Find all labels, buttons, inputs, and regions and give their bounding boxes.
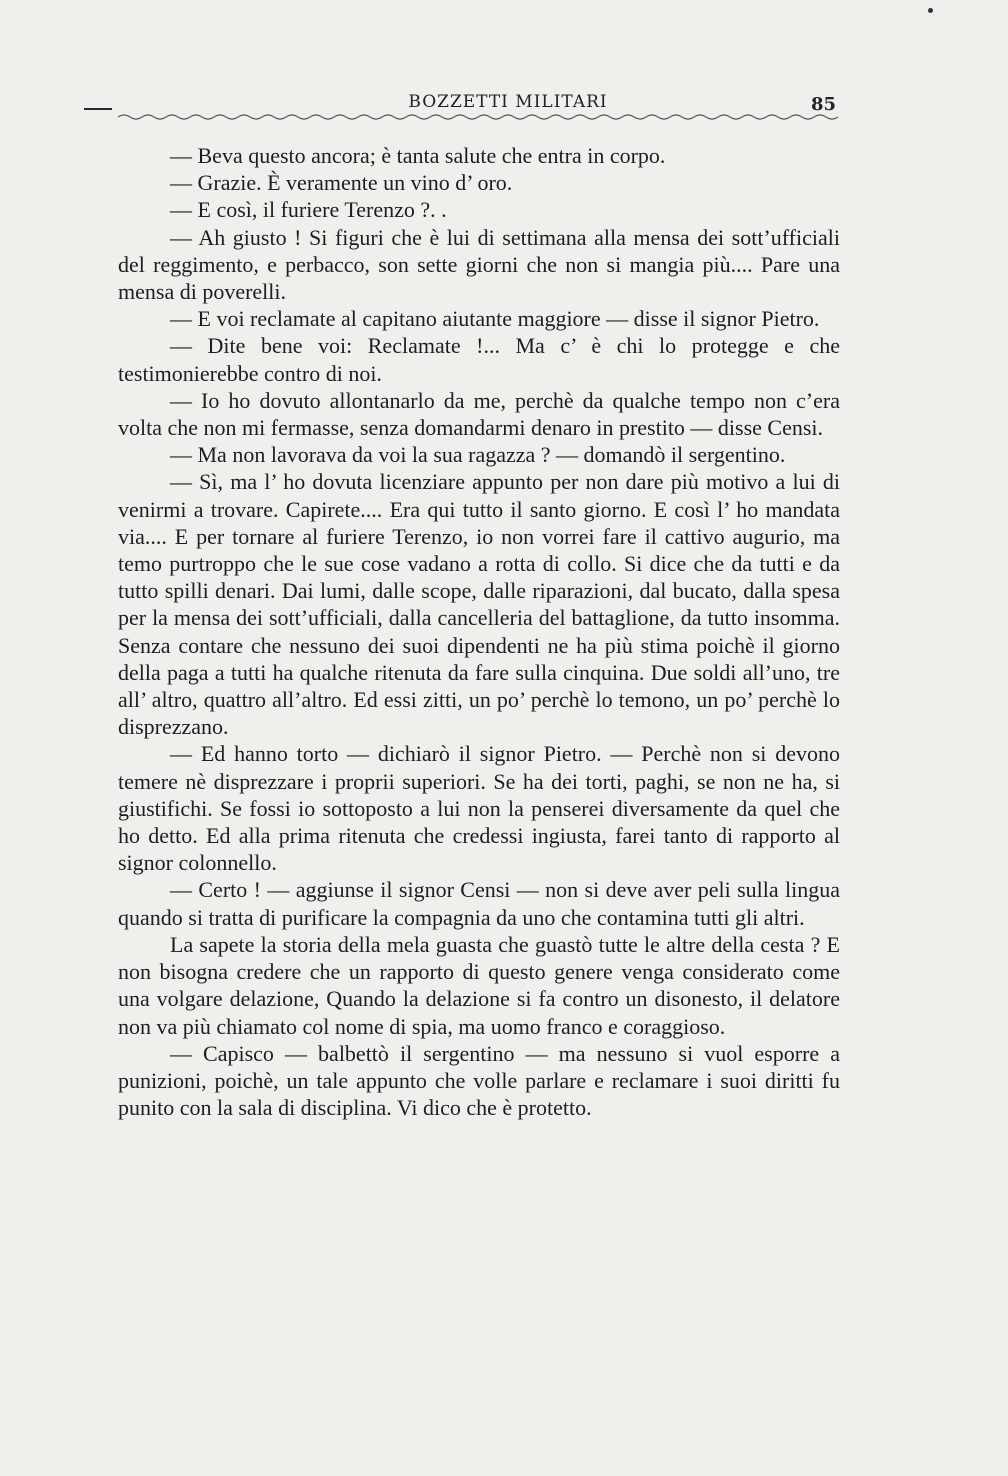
page-text <box>118 142 840 1121</box>
paragraph: — E così, il furiere Terenzo ?. . <box>170 197 447 223</box>
running-head <box>118 88 840 122</box>
paragraph: — Ma non lavorava da voi la sua ragazza ? — domandò il sergentino. <box>170 442 786 468</box>
paragraph: La sapete la storia della mela guasta che guastò tutte le altre della cesta ? E non bisogna credere che un rapporto di questo genere venga considerato come una volgare delazione, Quando la delazione si fa contro un disonesto, il delatore non va più chiamato col nome di spia, ma uomo franco e coraggioso. <box>118 931 840 1039</box>
paragraph: — E voi reclamate al capitano aiutante maggiore — disse il signor Pietro. <box>170 306 820 332</box>
paragraph: — Capisco — balbettò il sergentino — ma nessuno si vuol esporre a punizioni, poichè, un tale appunto che volle parlare e reclamare i suoi diritti fu punito con la sala di disciplina. Vi dico che è protetto. <box>118 1040 840 1121</box>
paragraph: — Io ho dovuto allontanarlo da me, perchè da qualche tempo non c’era volta che non mi fermasse, senza domandarmi denaro in prestito — disse Censi. <box>118 387 840 441</box>
paragraph: — Ah giusto ! Si figuri che è lui di settimana alla mensa dei sott’ufficiali del reggimento, e perbacco, son sette giorni che non si mangia più.... Pare una mensa di poverelli. <box>118 224 840 305</box>
paragraph: — Beva questo ancora; è tanta salute che entra in corpo. <box>170 143 666 168</box>
page-number: 85 <box>810 94 836 115</box>
paragraph: — Certo ! — aggiunse il signor Censi — non si deve aver peli sulla lingua quando si tratta di purificare la compagnia da uno che contamina tutti gli altri. <box>118 877 840 930</box>
paragraph: — Dite bene voi: Reclamate !... Ma c’ è chi lo protegge e che testimonierebbe contro di noi. <box>118 333 840 386</box>
ink-speck <box>928 8 933 13</box>
paragraph: — Sì, ma l’ ho dovuta licenziare appunto per non dare più motivo a lui di venirmi a trovare. Capirete.... Era qui tutto il santo giorno. E così l’ ho mandata via.... E per tornare al furiere Terenzo, io non vorrei fare il cattivo augurio, ma temo purtroppo che le sue cose vadano a rotta di collo. Si dice che da tutti e da tutto spilli denari. Dai lumi, dalle scope, dalle riparazioni, dal bucato, dalla spesa per la mensa dei sott’ufficiali, dalla cancelleria del battaglione, da tutto insomma. Senza contare che nessuno dei suoi dipendenti ne ha più stima poichè il giorno della paga a tutti ha qualche ritenuta da fare sulla cinquina. Due soldi all’uno, tre all’ altro, quattro all’altro. Ed essi zitti, un po’ perchè lo temono, un po’ perchè lo disprezzano. <box>118 469 840 740</box>
paragraph: — Ed hanno torto — dichiarò il signor Pietro. — Perchè non si devono temere nè disprezzare i proprii superiori. Se ha dei torti, paghi, se non ne ha, si giustifichi. Se fossi io sottoposto a lui non la penserei diversamente da quel che ho detto. Ed alla prima ritenuta che credessi ingiusta, farei tanto di rapporto al signor colonnello. <box>118 741 840 876</box>
running-head-title: BOZZETTI MILITARI <box>408 92 608 112</box>
wavy-rule-divider <box>118 112 840 122</box>
margin-dash-mark <box>84 108 112 110</box>
paragraph: — Grazie. È veramente un vino d’ oro. <box>170 170 513 196</box>
